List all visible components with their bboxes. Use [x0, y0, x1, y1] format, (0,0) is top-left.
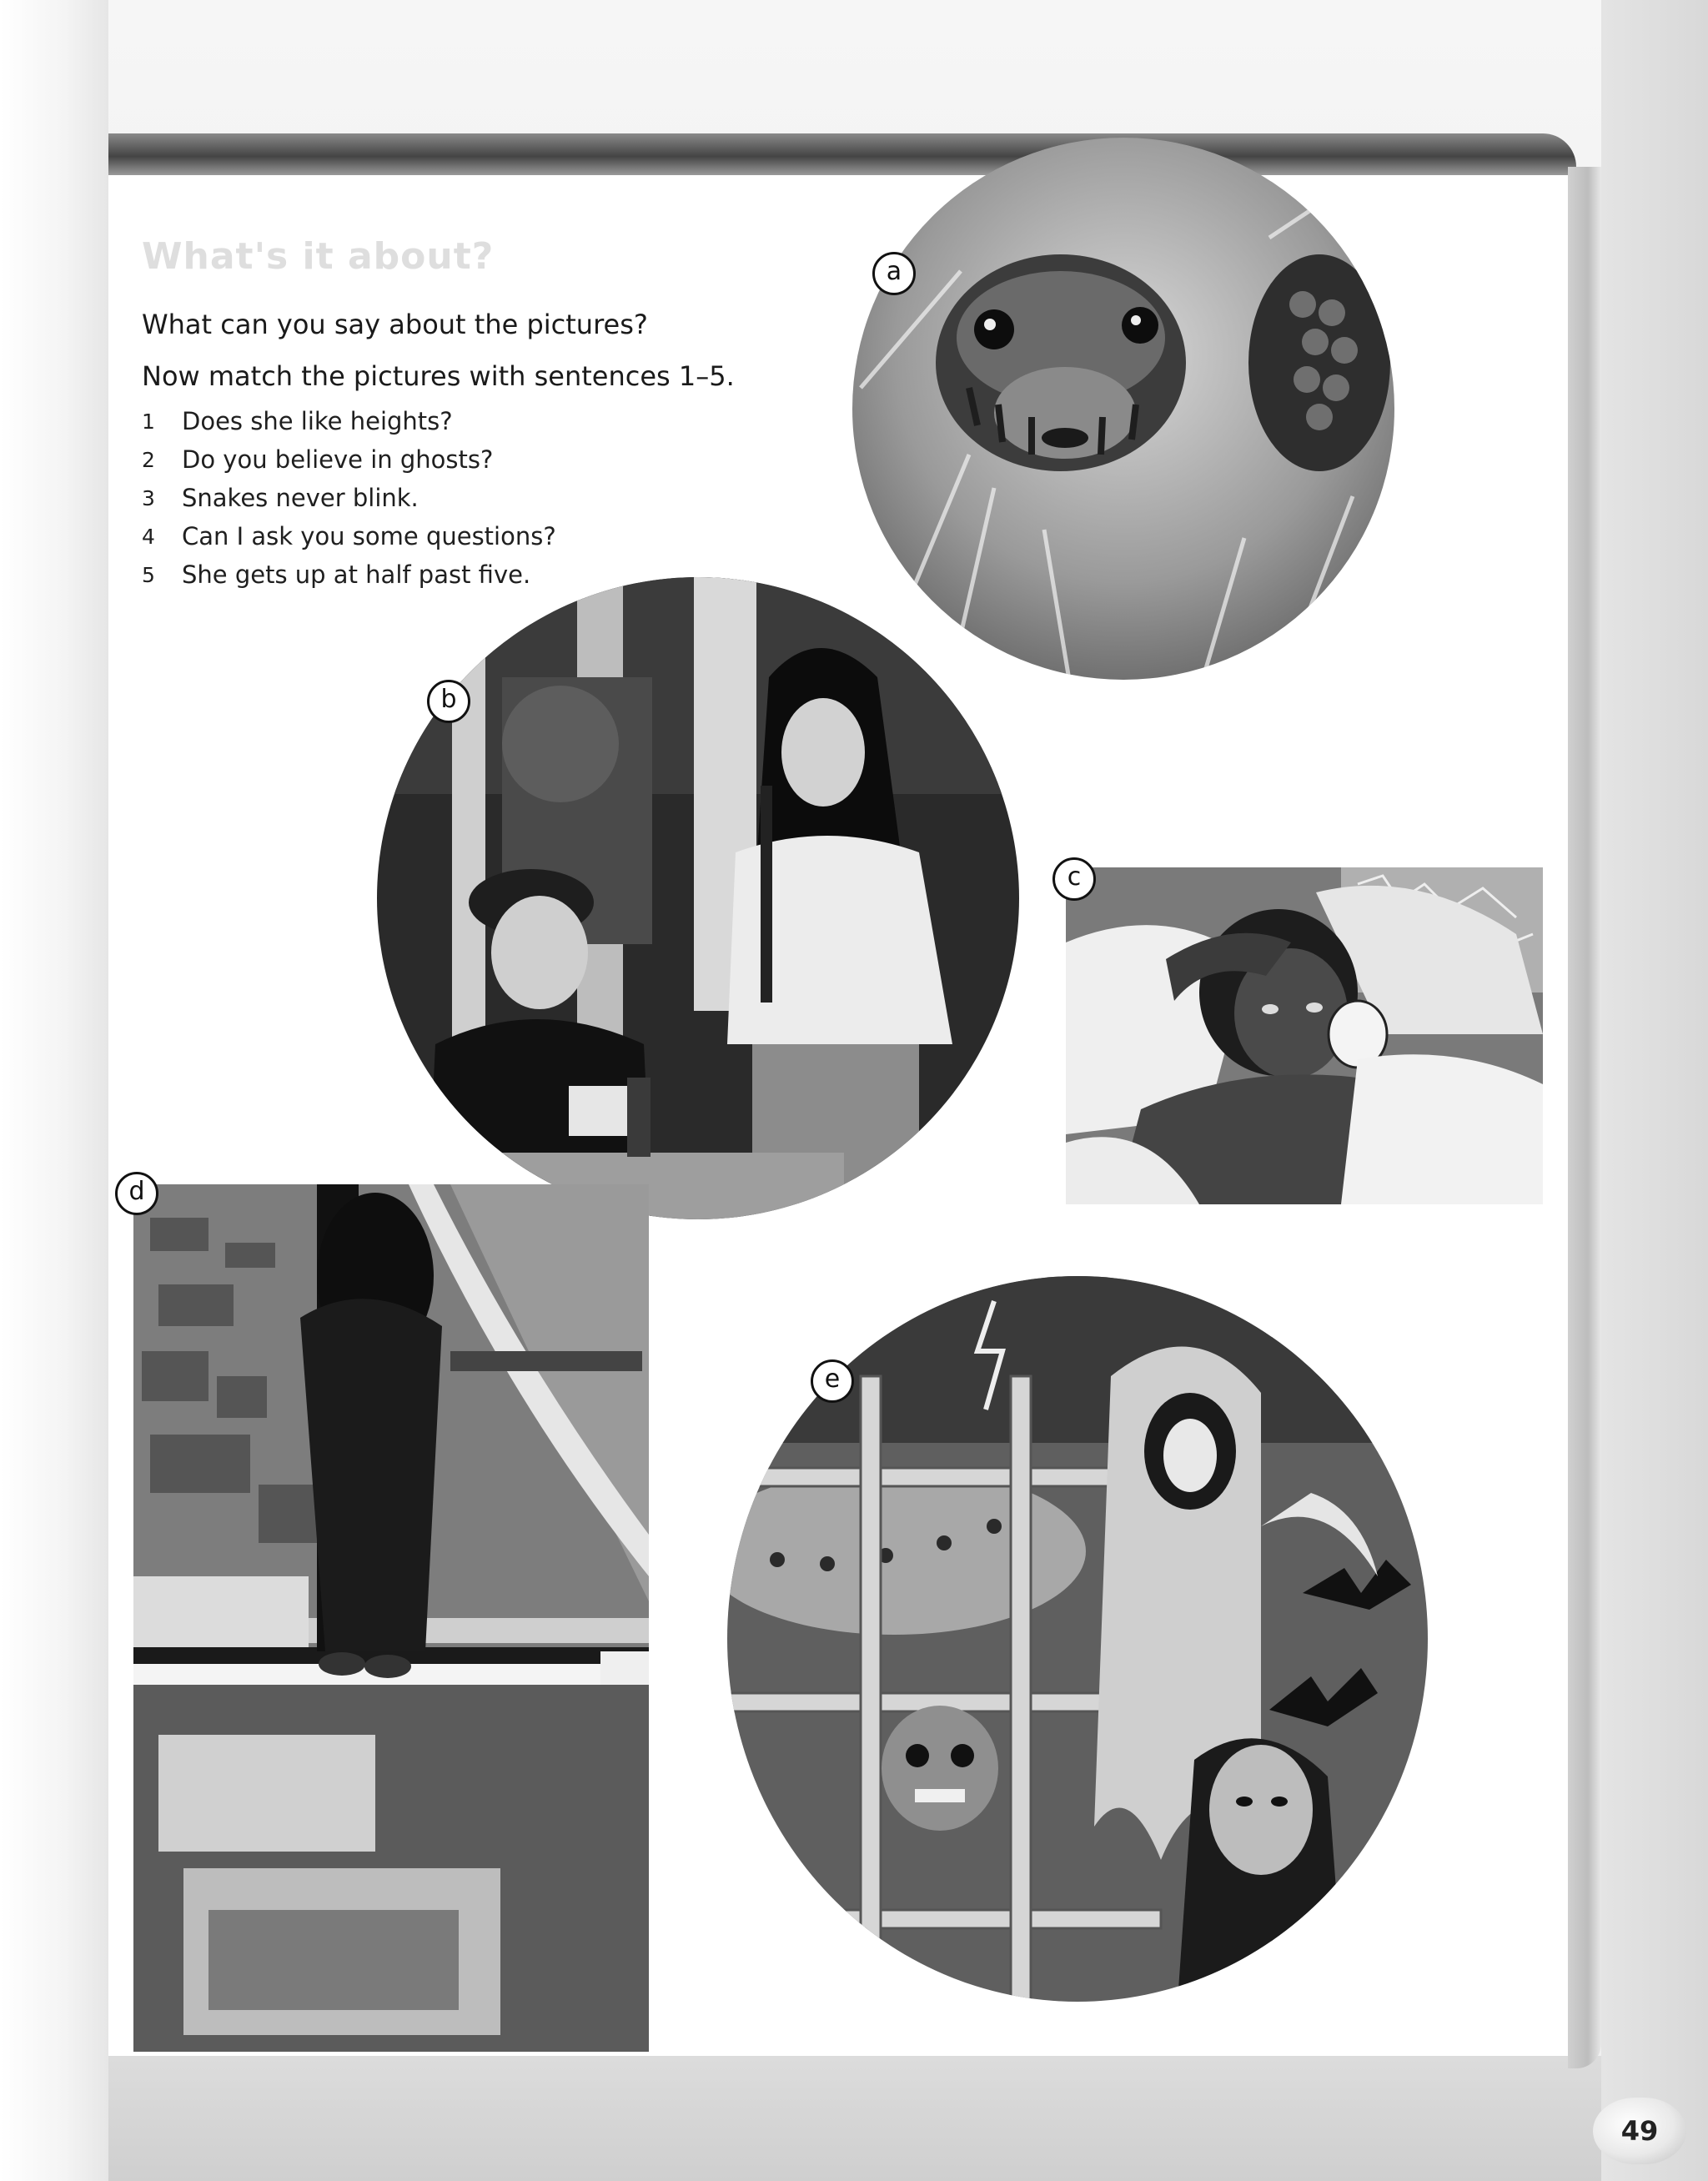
sentence-number: 5 — [142, 562, 155, 587]
sentence-item — [142, 517, 556, 555]
sentence-number: 4 — [142, 524, 155, 549]
person-on-high-tower-photo-icon — [133, 1184, 649, 2052]
sentence-number: 1 — [142, 409, 155, 434]
woman-waking-in-bed-illustration-icon — [1066, 867, 1543, 1204]
sentence-number: 2 — [142, 447, 155, 472]
bottom-frame — [108, 2056, 1601, 2181]
picture-b-cafe — [377, 577, 1019, 1219]
section-heading: What's it about? — [142, 235, 495, 278]
sentence-text: Do you believe in ghosts? — [182, 445, 494, 474]
sentence-item — [142, 555, 556, 594]
sentence-text: Snakes never blink. — [182, 484, 419, 512]
picture-a-snake — [852, 138, 1394, 680]
sentence-text: Does she like heights? — [182, 407, 453, 435]
sentence-item — [142, 479, 556, 517]
picture-label-c: c — [1052, 857, 1096, 901]
instruction-describe: What can you say about the pictures? — [142, 309, 648, 340]
picture-label-b: b — [427, 680, 470, 723]
picture-c-waking — [1066, 867, 1543, 1204]
picture-d-heights — [133, 1184, 649, 2052]
snake-photo-icon — [852, 138, 1394, 680]
picture-label-a: a — [872, 252, 916, 295]
instruction-match: Now match the pictures with sentences 1–5. — [142, 360, 735, 392]
sentence-text: Can I ask you some questions? — [182, 522, 556, 550]
page-number: 49 — [1593, 2098, 1686, 2164]
right-frame-bar — [1568, 167, 1601, 2068]
right-gutter — [1601, 0, 1708, 2181]
top-frame-bar — [108, 133, 1576, 175]
picture-label-e: e — [811, 1359, 854, 1403]
picture-label-d: d — [115, 1172, 158, 1215]
sentence-number: 3 — [142, 485, 155, 510]
sentence-item — [142, 402, 556, 440]
sentence-text: She gets up at half past five. — [182, 560, 531, 589]
left-margin — [0, 0, 108, 2181]
sentence-item — [142, 440, 556, 479]
boy-and-girl-cafe-photo-icon — [377, 577, 1019, 1219]
sentence-list — [142, 402, 556, 594]
